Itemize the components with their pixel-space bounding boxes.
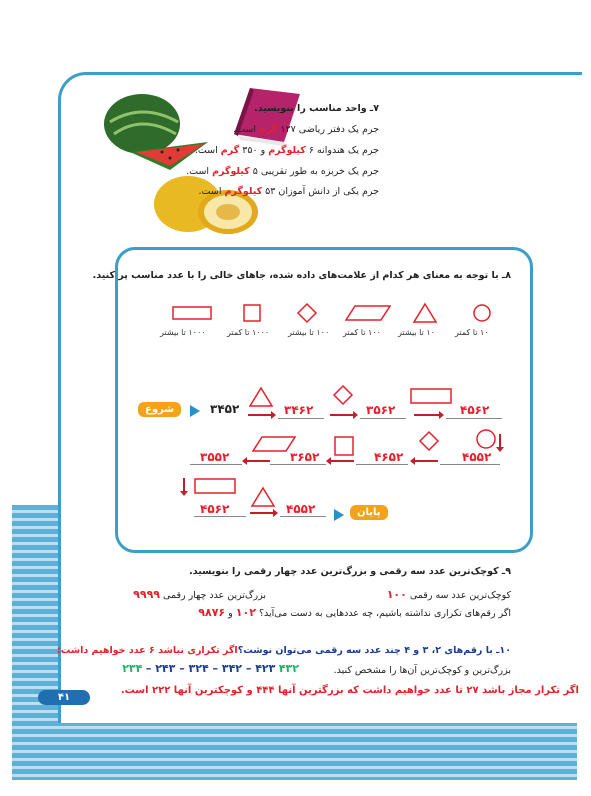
watermelon-image: [100, 92, 210, 172]
q10-title: ۱۰ـ با رقم‌های ۲، ۳ و ۴ چند عدد سه رقمی می‌توان نوشت؟: [237, 645, 511, 656]
row3-blank-2: [280, 516, 326, 517]
row1-arrow-3-icon: [414, 414, 440, 416]
row2-answer-4: ۳۵۵۲: [200, 450, 230, 464]
legend-label-3: ۱۰۰ تا کمتر: [343, 328, 381, 337]
q7-line4-pre: جرم یکی از دانش آموزان ۵۳: [262, 186, 379, 197]
legend-label-6: ۱۰۰۰ تا بیشتر: [160, 328, 206, 337]
row2-square-icon: [334, 436, 354, 456]
q7-line2-pre: جرم یک هندوانه ۶: [305, 145, 379, 156]
q7-line2-answer: کیلوگرم: [268, 145, 306, 156]
page-number: ۴۱: [38, 690, 90, 705]
q9-and: و: [228, 608, 233, 619]
rectangle-icon: [172, 306, 212, 320]
legend-label-1: ۱۰ تا کمتر: [455, 328, 489, 337]
q9-answer-2: ۹۸۷۶: [198, 606, 226, 619]
row1-blank-1: [278, 418, 324, 419]
diamond-icon: [296, 302, 318, 324]
triangle-icon: [412, 302, 438, 324]
row2-parallelogram-icon: [252, 436, 296, 452]
q9-answer-1: ۱۰۲: [235, 606, 256, 619]
row1-rectangle-icon: [410, 388, 452, 404]
q10-list-row: [122, 662, 299, 675]
q9-small-answer: ۱۰۰: [386, 588, 407, 601]
legend-label-4: ۱۰۰ تا بیشتر: [288, 328, 330, 337]
row2-circle-icon: [474, 427, 498, 451]
row1-triangle-icon: [248, 386, 274, 408]
row1-diamond-icon: [332, 384, 354, 406]
q7-line2-mid: و ۳۵۰: [239, 145, 269, 156]
q10-sub-row: [334, 665, 511, 676]
row1-blank-3: [446, 418, 502, 419]
q10-subquestion: بزرگ‌ترین و کوچک‌ترین آن‌ها را مشخص کنید.: [333, 665, 511, 676]
q7-line1-post: است.: [233, 124, 260, 135]
q9-small-row: [387, 588, 511, 601]
end-label: پایان: [350, 505, 388, 520]
row1-start-number: ۳۴۵۲: [210, 402, 240, 416]
q7-line-1: [233, 124, 379, 135]
q9-big-label: بزرگ‌ترین عدد چهار رقمی: [163, 590, 266, 601]
row3-down-arrow-icon: [183, 478, 185, 492]
square-icon: [243, 304, 261, 322]
q7-line1-pre: جرم یک دفتر ریاضی ۱۲۷: [277, 124, 379, 135]
row2-blank-3: [270, 464, 326, 465]
q7-line3-answer: کیلوگرم: [212, 166, 250, 177]
q9-second-question: اگر رقم‌های تکراری نداشته باشیم، چه عددهایی به دست می‌آید؟: [258, 608, 511, 619]
row2-arrow-3-icon: [246, 460, 270, 462]
q7-title: ۷ـ واحد مناسب را بنویسید.: [254, 103, 379, 114]
q7-line2-post: است.: [194, 145, 221, 156]
start-arrow-icon: [190, 405, 200, 417]
q9-big-answer: ۹۹۹۹: [133, 588, 160, 601]
q10-final-note: اگر تکرار مجاز باشد ۲۷ تا عدد خواهیم داشت که بزرگترین آنها ۴۴۴ و کوچکترین آنها ۲۲۲ است.: [120, 685, 579, 696]
row2-answer-3: ۳۶۵۲: [290, 450, 320, 464]
q10-smallest: ۲۳۴: [122, 662, 143, 675]
q9-title: ۹ـ کوچک‌ترین عدد سه رقمی و بزرگ‌ترین عدد چهار رقمی را بنویسید.: [189, 566, 511, 577]
melon-image: [150, 168, 260, 238]
row2-arrow-2-icon: [330, 460, 354, 462]
q7-line-2: [195, 145, 379, 156]
row3-blank-1: [194, 516, 246, 517]
q7-line-4: [199, 186, 379, 197]
circle-icon: [472, 303, 492, 323]
q10-red-note: اگر تکراری نباشد ۶ عدد خواهیم داشت:: [56, 645, 238, 656]
row2-blank-4: [190, 464, 242, 465]
q10-biggest: ۴۳۲: [278, 662, 299, 675]
start-label: شروع: [138, 402, 181, 417]
q8-box: [115, 247, 533, 553]
row2-blank-1: [440, 464, 500, 465]
legend-label-5: ۱۰۰۰ تا کمتر: [227, 328, 270, 337]
q7-line3-post: است.: [186, 166, 213, 177]
q9-second-row: [198, 606, 511, 619]
q7-line4-post: است.: [198, 186, 225, 197]
notebook-image: [228, 84, 308, 148]
q7-line3-pre: جرم یک خربزه به طور تقریبی ۵: [249, 166, 379, 177]
row2-answer-1: ۴۵۵۲: [462, 450, 492, 464]
row3-triangle-icon: [250, 486, 276, 508]
row2-answer-2: ۴۶۵۲: [374, 450, 404, 464]
q7-line2-answer2: گرم: [220, 145, 240, 156]
row2-blank-2: [356, 464, 408, 465]
row1-arrow-2-icon: [330, 414, 354, 416]
legend-label-2: ۱۰ تا بیشتر: [398, 328, 435, 337]
parallelogram-icon: [345, 305, 391, 321]
end-arrow-icon: [334, 509, 344, 521]
q10-title-row: [57, 645, 511, 656]
q7-line-3: [186, 166, 379, 177]
row3-answer-1: ۴۵۶۲: [200, 502, 230, 516]
q9-small-label: کوچک‌ترین عدد سه رقمی: [409, 590, 511, 601]
row1-arrow-1-icon: [248, 414, 272, 416]
row1-answer-2: ۳۵۶۲: [366, 403, 396, 417]
row1-answer-3: ۴۵۶۲: [460, 403, 490, 417]
row3-answer-2: ۴۵۵۲: [286, 502, 316, 516]
q7-line4-answer: کیلوگرم: [224, 186, 263, 197]
row3-rectangle-icon: [194, 478, 236, 494]
row1-blank-2: [360, 418, 406, 419]
row2-arrow-1-icon: [414, 460, 438, 462]
row3-arrow-1-icon: [250, 512, 274, 514]
row2-down-arrow-icon: [499, 434, 501, 448]
q7-line1-answer: گرم: [259, 124, 278, 135]
row2-diamond-icon: [418, 430, 440, 452]
q8-title: ۸ـ با توجه به معنای هر کدام از علامت‌های داده شده، جاهای خالی را با عدد مناسب پر کنید.: [92, 270, 511, 281]
q9-big-row: [133, 588, 266, 601]
row1-answer-1: ۳۴۶۲: [284, 403, 314, 417]
q10-number-list: ۴۲۳ – ۳۴۲ – ۳۲۴ – ۲۴۳ –: [145, 662, 276, 675]
